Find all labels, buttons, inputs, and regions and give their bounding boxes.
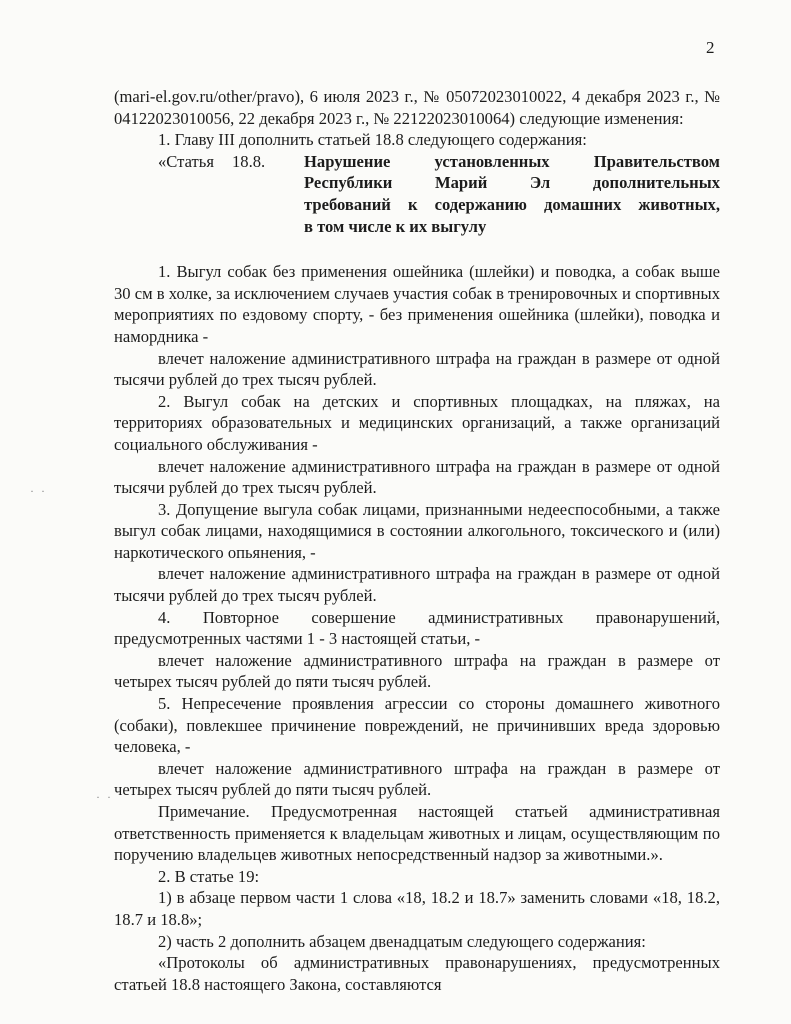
article-title-line: Нарушение установленных Правительством — [304, 151, 720, 171]
article-title-line: в том числе к их выгулу — [304, 216, 487, 236]
document-body — [114, 86, 720, 995]
intro-paragraph: (mari-el.gov.ru/other/pravo), 6 июля 2023 г., № 05072023010022, 4 декабря 2023 г., № 04122023010056, 22 декабря 2023 г., № 22122023010064) следующие изменения: — [114, 87, 720, 128]
article-penalty-3: влечет наложение административного штрафа на граждан в размере от одной тысячи рублей до трех тысяч рублей. — [114, 564, 720, 606]
amendment-item-2: 2. В статье 19: — [158, 866, 260, 886]
article-label — [114, 151, 304, 237]
article-penalty-2: влечет наложение административного штрафа на граждан в размере от одной тысячи рублей до трех тысяч рублей. — [114, 456, 720, 498]
scan-speck: · · — [30, 484, 47, 498]
amendment-item-1: 1. Главу III дополнить статьей 18.8 следующего содержания: — [158, 130, 587, 150]
article-part-3: 3. Допущение выгула собак лицами, признанными недееспособными, а также выгул собак лицами, находящимися в состоянии алкогольного, токсического и (или) наркотического опьянения, - — [114, 499, 720, 562]
article-title — [304, 151, 720, 237]
article-number: 18.8. — [232, 151, 266, 171]
article-part-2: 2. Выгул собак на детских и спортивных площадках, на пляжах, на территориях образовательных и медицинских организаций, а также организаций социального обслуживания - — [114, 391, 720, 454]
page-number: 2 — [706, 38, 715, 57]
article-part-5: 5. Непресечение проявления агрессии со стороны домашнего животного (собаки), повлекшее причинение повреждений, не причинивших вреда здоровью человека, - — [114, 694, 720, 757]
article-title-line: требований к содержанию домашних животных, — [304, 194, 720, 214]
article-penalty-5: влечет наложение административного штрафа на граждан в размере от четырех тысяч рублей до пяти тысяч рублей. — [114, 758, 720, 800]
article-penalty-4: влечет наложение административного штрафа на граждан в размере от четырех тысяч рублей до пяти тысяч рублей. — [114, 650, 720, 692]
scan-speck: · · — [96, 790, 113, 804]
article-penalty-1: влечет наложение административного штрафа на граждан в размере от одной тысячи рублей до трех тысяч рублей. — [114, 348, 720, 390]
article-part-1: 1. Выгул собак без применения ошейника (шлейки) и поводка, а собак выше 30 см в холке, за исключением случаев участия собак в тренировочных и спортивных мероприятиях по ездовому спорту, - без применения ошейника (шлейки), поводка и намордника - — [114, 262, 720, 346]
article-title-line: Республики Марий Эл дополнительных — [304, 173, 720, 193]
article-heading — [114, 151, 720, 237]
article-part-4: 4. Повторное совершение административных правонарушений, предусмотренных частями 1 - 3 настоящей статьи, - — [114, 607, 720, 649]
article-word: «Статья — [158, 151, 214, 171]
amendment-subitem-2: 2) часть 2 дополнить абзацем двенадцатым следующего содержания: — [158, 931, 646, 951]
amendment-subitem-1: 1) в абзаце первом части 1 слова «18, 18.2 и 18.7» заменить словами «18, 18.2, 18.7 и 18.8»; — [114, 888, 720, 929]
article-note: Примечание. Предусмотренная настоящей статьей административная ответственность применяется к владельцам животных и лицам, осуществляющим по поручению владельцев животных непосредственный надзор за животными.». — [114, 802, 720, 865]
protocols-paragraph: «Протоколы об административных правонарушениях, предусмотренных статьей 18.8 настоящего Закона, составляются — [114, 953, 720, 994]
